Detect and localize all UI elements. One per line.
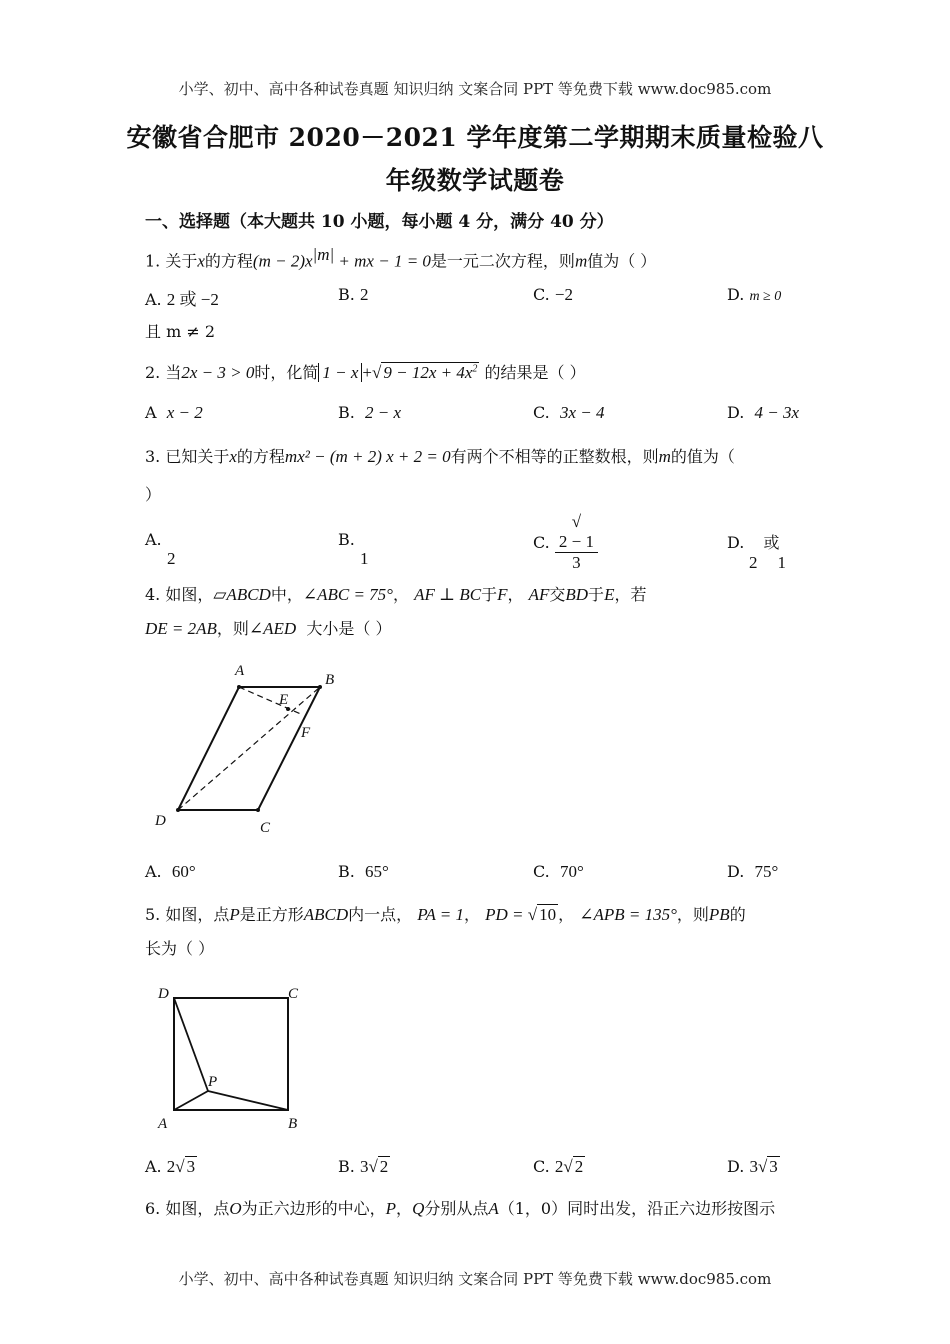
point-d [176,808,180,812]
question-5-line2: 长为（ ） [145,939,215,958]
label-a: A [158,1116,168,1132]
question-3-tail: ） [145,485,162,504]
question-4: 4. 如图，▱ABCD中，∠ABC = 75°， AF ⊥ BC于F， AF交BD于E，若 [145,585,647,604]
q1-option-d-tail: 且 m ≠ 2 [145,322,216,341]
label-c: C [288,986,299,1002]
q3-option-b: B. 1 [338,530,369,568]
label-c: C [260,820,271,836]
question-4-line2: DE = 2AB，则∠AED 大小是（ ） [145,619,392,638]
point-a [237,685,241,689]
q1-option-c: C. −2 [533,285,573,304]
q4-option-c: C. 70° [533,862,584,881]
label-e: E [279,692,289,708]
q3-option-a: A. 2 [145,530,176,568]
q1-option-a: A. 2 或 −2 [145,290,219,309]
q3-option-c: C. √ 2 − 1 3 [533,512,598,573]
q4-parallelogram-figure [145,660,355,840]
label-f: F [301,725,311,741]
q5-square-figure [150,978,320,1138]
question-1: 1. 关于x的方程$(m - 2)x^{|m|}$ + mx − 1 = 0是一元二次方程，则m值为（ ） [145,245,657,271]
document-title-line1: 安徽省合肥市 2020－2021 学年度第二学期期末质量检验八 [126,123,824,152]
question-5: 5. 如图，点P是正方形ABCD内一点， PA = 1， PD = √ 10 ， ∠APB = 135°，则PB的 [145,905,746,924]
square-abcd [174,998,288,1110]
point-b [318,685,322,689]
q4-option-d: D. 75° [727,862,779,881]
segment-pb [208,1091,288,1110]
label-a: A [235,663,245,679]
question-3: 3. 已知关于x的方程mx² − (m + 2) x + 2 = 0有两个不相等的正整数根，则m的值为（ [145,447,735,466]
label-b: B [288,1116,298,1132]
segment-pd [174,998,208,1091]
question-6: 6. 如图，点O为正六边形的中心，P，Q分别从点A（1，0）同时出发，沿正六边形按图示 [145,1199,776,1218]
section-heading: 一、选择题（本大题共 10 小题，每小题 4 分，满分 40 分） [145,212,614,232]
segment-pa [174,1091,208,1110]
label-d: D [158,986,169,1002]
diagonal-bd [178,687,320,810]
q5-option-b: B. 3√ 2 [338,1157,389,1176]
q4-option-b: B. 65° [338,862,389,881]
document-title-line2: 年级数学试题卷 [385,166,565,195]
q2-option-c: C. 3x − 4 [533,403,605,422]
page-footer: 小学、初中、高中各种试卷真题 知识归纳 文案合同 PPT 等免费下载 www.doc985.com [178,1270,772,1288]
point-c [256,808,260,812]
q1-option-d: D. m ≥ 0 [727,285,782,304]
q5-option-a: A. 2√ 3 [145,1157,196,1176]
page-header: 小学、初中、高中各种试卷真题 知识归纳 文案合同 PPT 等免费下载 www.doc985.com [178,80,772,98]
q4-option-a: A. 60° [145,862,196,881]
q2-option-a: A x − 2 [145,403,203,422]
label-b: B [325,672,335,688]
label-d: D [155,813,166,829]
q5-option-d: D. 3√ 3 [727,1157,778,1176]
q2-option-d: D. 4 − 3x [727,403,800,422]
label-p: P [208,1074,218,1090]
q5-option-c: C. 2√ 2 [533,1157,584,1176]
q3-option-d: D. 或 2 1 [727,533,786,572]
question-2: 2. 当2x − 3 > 0时，化简 1 − x +√ $9 - 12x + 4x^2$ 的结果是（ ） [145,363,586,382]
q1-option-b: B. 2 [338,285,369,304]
q2-option-b: B. 2 − x [338,403,402,422]
